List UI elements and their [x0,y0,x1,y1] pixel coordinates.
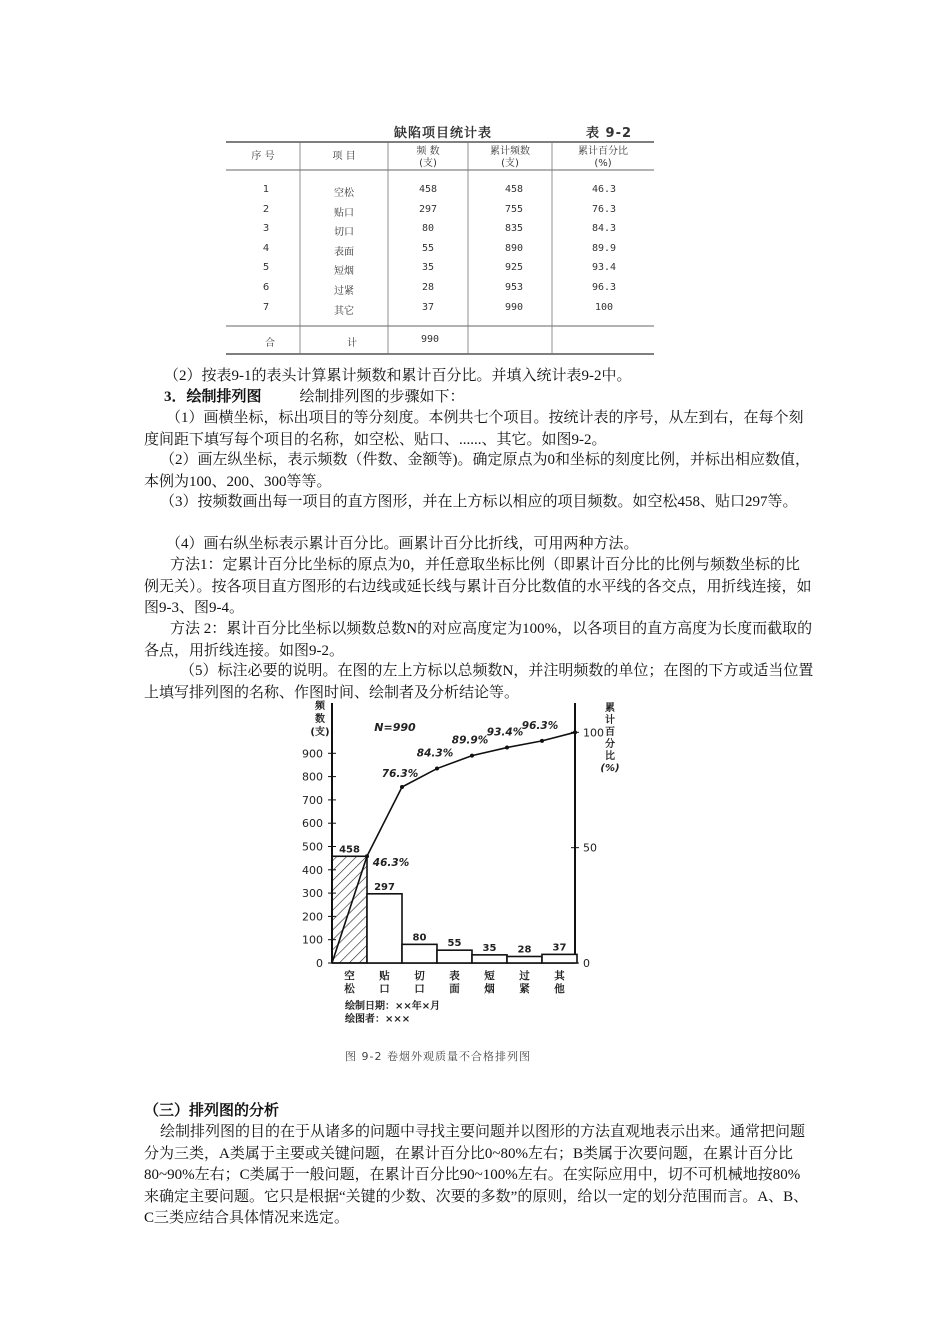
category-label: 短 [484,970,495,982]
bar-value-label: 37 [552,942,567,954]
total-n-label: N=990 [374,721,416,734]
table-cell-seq: 1 [262,184,270,195]
bar-过紧 [507,956,542,963]
table-cell-seq: 5 [262,262,270,274]
cumulative-label: 76.3% [381,767,419,780]
right-axis-title: (%) [600,763,620,774]
paragraph-draw-4: （4）画右纵坐标表示累计百分比。画累计百分比折线，可用两种方法。 [166,536,639,552]
left-tick-label: 0 [316,957,323,970]
total-label-a: 合 [265,338,275,349]
table-cell-item: 表面 [334,246,354,258]
cumulative-point [435,767,439,771]
table-cell-item: 贴口 [334,207,354,219]
left-tick-label: 700 [302,793,323,807]
table-cell-cum: 835 [504,223,524,235]
right-axis-title: 计 [605,715,615,726]
cumulative-label: 89.9% [451,734,489,747]
left-tick-label: 300 [302,887,323,901]
table-number: 表 9-2 [586,126,633,141]
cumulative-point [540,739,544,743]
right-axis-title: 比 [605,751,615,762]
table-cell-pct: 46.3 [591,184,617,195]
pareto-chart-svg [290,695,640,1070]
category-label: 切 [414,970,425,982]
defect-statistics-table [222,118,658,358]
heading-draw-pareto: 3．绘制排列图 [164,389,262,405]
paragraph-analysis: 绘制排列图的目的在于从诸多的问题中寻找主要问题并以图形的方法直观地表示出来。通常把问题分为三类，A类属于主要或关键问题，在累计百分比0~80%左右；B类属于次要问题，在累计百分比80~90%左右；C类属于一般问题，在累计百分比90~100%左右。在实际应用中，切不可机械地按80%来确定主要问题。它只是根据“关键的少数、次要的多数”的原则，给以一定的划分范围而言。A、B、C三类应结合具体情况来选定。 [144,1124,809,1226]
left-tick-label: 600 [302,817,323,831]
bar-value-label: 80 [412,932,427,944]
table-cell-freq: 55 [421,242,435,254]
paragraph-draw-1: （1）画横坐标，标出项目的等分刻度。本例共七个项目。按统计表的序号，从左到右，在每个刻度间距下填写每个项目的名称，如空松、贴口、......、其它。如图9-2。 [144,410,804,448]
paragraph-draw-3: （3）按频数画出每一项目的直方图形，并在上方标以相应的项目频数。如空松458、贴口297等。 [160,494,798,510]
section-heading-3 [164,387,814,409]
table-cell-pct: 76.3 [591,203,617,215]
cumulative-label: 96.3% [521,719,559,732]
header-pct-unit: (%) [594,158,612,169]
right-axis-title: 百 [605,727,615,738]
figure-caption: 图 9-2 卷烟外观质量不合格排列图 [345,1050,531,1063]
bar-value-label: 35 [482,942,497,954]
pareto-chart [290,695,640,1070]
cumulative-point [365,854,369,858]
table-cell-freq: 35 [421,262,435,274]
heading-draw-pareto-rest: 绘制排列图的步骤如下： [299,389,465,405]
bar-切口 [402,944,437,963]
header-freq-unit: (支) [419,158,437,169]
table-title: 缺陷项目统计表 [394,126,493,141]
header-seq: 序 号 [251,151,275,162]
paragraph-draw-2: （2）画左纵坐标，表示频数（件数、金额等)。确定原点为0和坐标的刻度比例，并标出相应数值，本例为100、200、300等等。 [144,452,810,490]
right-axis-title: 累 [605,703,615,714]
bar-value-label: 297 [374,881,395,893]
cumulative-label: 84.3% [416,747,454,760]
section-title-analysis: （三）排列图的分析 [144,1103,280,1119]
left-tick-label: 400 [302,863,323,877]
table-cell-seq: 2 [262,203,270,215]
category-label: 过 [519,970,530,982]
left-axis-title: 数 [315,714,325,725]
bar-短烟 [472,955,507,963]
category-label: 口 [379,983,390,995]
table-cell-item: 短烟 [334,266,354,278]
category-label: 表 [449,970,460,982]
table-cell-pct: 96.3 [591,282,617,293]
table-cell-pct: 84.3 [591,223,617,235]
table-cell-seq: 3 [262,223,270,235]
table-cell-freq: 37 [421,301,435,313]
right-axis-title: 分 [605,739,615,750]
right-tick-label: 0 [583,957,590,970]
table-cell-seq: 6 [262,282,270,293]
category-label: 口 [414,983,425,995]
total-freq: 990 [420,334,440,345]
paragraph-method-1: 方法1：定累计百分比坐标的原点为0，并任意取坐标比例（即累计百分比的比例与频数坐标的比例无关）。按各项目直方图形的右边线或延长线与累计百分比数值的水平线的各交点，用折线连接，如图9-3、图9-4。 [144,557,812,616]
paragraph-step-2: （2）按表9-1的表头计算累计频数和累计百分比。并填入统计表9-2中。 [164,368,632,384]
cumulative-label: 93.4% [486,726,524,739]
category-label: 他 [554,983,565,995]
table-cell-pct: 100 [594,301,614,313]
bar-value-label: 458 [339,844,360,856]
left-axis-title: 频 [315,701,325,712]
table-cell-pct: 89.9 [591,242,617,254]
table-cell-seq: 7 [262,301,270,313]
left-tick-label: 500 [302,840,323,854]
category-label: 其 [554,970,565,982]
bar-表面 [437,950,472,963]
cumulative-point [400,785,404,789]
category-label: 贴 [379,970,390,982]
table-cell-freq: 458 [418,184,438,195]
table-cell-cum: 925 [504,262,524,274]
table-cell-item: 空松 [334,188,354,199]
total-label-b: 计 [347,338,357,349]
bar-value-label: 55 [447,938,462,950]
table-cell-item: 切口 [334,227,354,239]
chart-note: 绘制日期：××年×月 [345,1001,441,1012]
cumulative-point [470,754,474,758]
table-cell-item: 过紧 [334,286,354,297]
left-tick-label: 800 [302,770,323,784]
paragraph-draw-5: （5）标注必要的说明。在图的左上方标以总频数N，并注明频数的单位；在图的下方或适当位置上填写排列图的名称、作图时间、绘制者及分析结论等。 [144,663,814,701]
category-label: 面 [449,983,460,995]
left-axis-title: (支) [310,727,330,738]
bar-其他 [542,954,577,963]
right-tick-label: 50 [583,841,597,855]
bar-贴口 [367,894,402,963]
bar-value-label: 28 [517,944,532,956]
header-cum-unit: (支) [501,158,519,169]
category-label: 紧 [519,983,530,995]
right-tick-label: 100 [583,726,604,740]
header-item: 项 目 [332,151,356,162]
category-label: 烟 [484,983,495,995]
table-cell-cum: 458 [504,184,524,195]
chart-note: 绘图者：××× [345,1014,411,1025]
cumulative-point [505,746,509,750]
table-cell-cum: 990 [504,301,524,313]
header-pct: 累计百分比 [578,146,628,157]
header-cum: 累计频数 [490,146,530,157]
table-cell-freq: 80 [421,223,435,235]
table-cell-freq: 297 [418,203,438,215]
table-cell-pct: 93.4 [591,262,617,274]
left-tick-label: 900 [302,747,323,761]
header-freq: 频 数 [416,146,440,157]
category-label: 松 [344,983,355,995]
category-label: 空 [344,970,355,982]
table-cell-freq: 28 [421,282,435,293]
cumulative-label: 46.3% [372,857,410,870]
left-tick-label: 200 [302,910,323,924]
cumulative-point [573,730,577,734]
paragraph-method-2: 方法 2：累计百分比坐标以频数总数N的对应高度定为100%，以各项目的直方高度为长度而截取的各点，用折线连接。如图9-2。 [144,621,813,659]
left-tick-label: 100 [302,933,323,947]
table-cell-cum: 890 [504,242,524,254]
table-cell-cum: 755 [504,203,524,215]
table-cell-cum: 953 [504,282,524,293]
table-cell-seq: 4 [262,242,270,254]
table-cell-item: 其它 [334,305,354,317]
